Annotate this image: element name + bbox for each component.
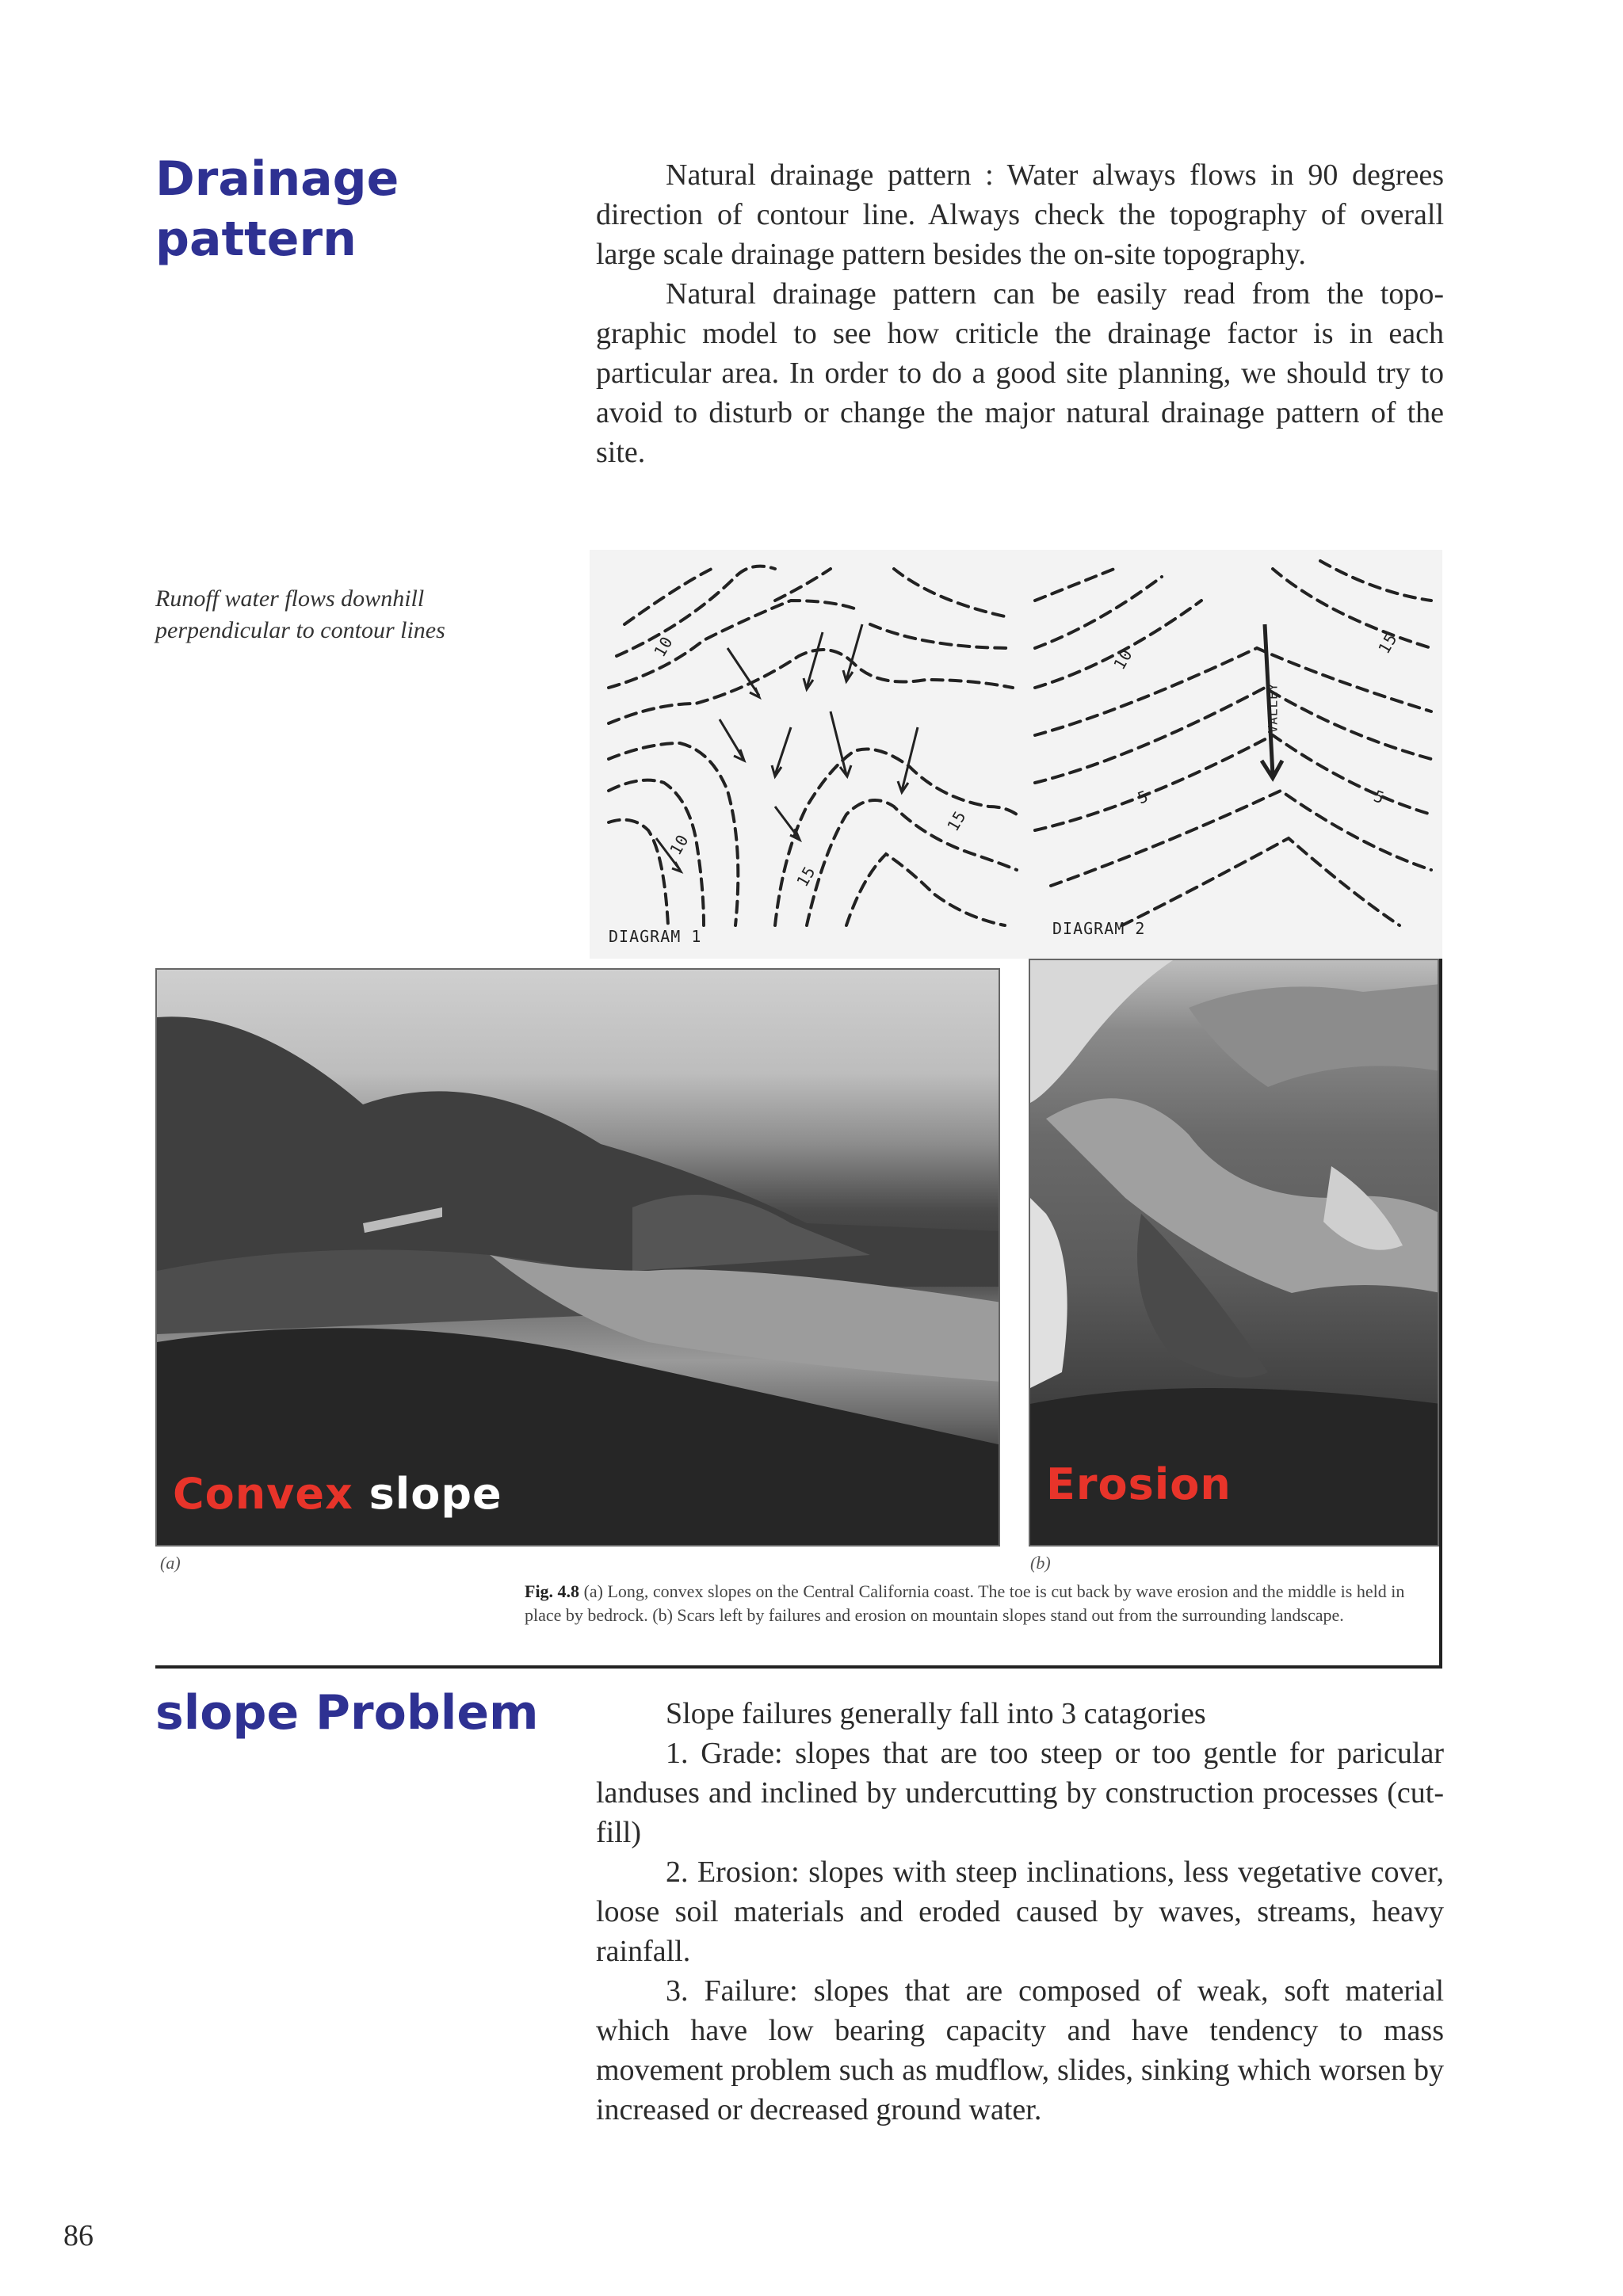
diagram-1-contour-label: 15 <box>792 862 819 891</box>
slope-paragraph-intro: Slope failures generally fall into 3 catagories <box>666 1697 1206 1730</box>
erosion-landscape <box>1030 960 1439 1547</box>
diagram-1-contour-label: 10 <box>666 830 693 859</box>
diagram-1-contour-label: 15 <box>943 807 970 835</box>
photo-b-tag: (b) <box>1030 1553 1051 1573</box>
drainage-paragraph-2: Natural drainage pattern can be easily read from the topo-graphic model to see how criticle the drainage factor is in each particular area. In order to do a good site planning, we should try to avoid to disturb or change the major natural drainage pattern of the site. <box>596 277 1444 469</box>
slope-photos-figure <box>155 959 1442 1669</box>
erosion-label: Erosion <box>1046 1459 1232 1509</box>
diagram-2-drawing <box>1027 553 1439 933</box>
diagram-1-contour-label: 10 <box>650 632 677 661</box>
slope-paragraph-erosion: 2. Erosion: slopes with steep inclinations, less vegetative cover, loose soil materials and eroded caused by waves, streams, heavy rainfall. <box>596 1855 1444 1968</box>
slope-paragraph-failure: 3. Failure: slopes that are composed of weak, soft material which have low bearing capacity and have tendency to mass movement problem such as mudflow, slides, sinking which worsen by increased or decreased ground water. <box>596 1974 1444 2126</box>
convex-slope-landscape <box>157 970 1000 1547</box>
diagram-2-contour-label: 15 <box>1374 629 1401 658</box>
drainage-heading <box>155 149 567 269</box>
page-number: 86 <box>63 2219 94 2252</box>
diagram-2-contour-label: 5 <box>1371 786 1388 808</box>
slope-problem-heading: slope Problem <box>155 1685 539 1741</box>
diagram-2-valley-label: VALLEY <box>1265 682 1281 734</box>
runoff-caption <box>155 583 567 646</box>
diagram-2-contour-label: 10 <box>1109 645 1136 673</box>
convex-label-white: slope <box>369 1469 502 1519</box>
figure-caption <box>525 1580 1436 1627</box>
contour-diagrams-figure <box>590 550 1442 959</box>
slope-paragraph-grade: 1. Grade: slopes that are too steep or too gentle for paricular landuses and inclined by undercutting by construction processes (cut-fill) <box>596 1737 1444 1849</box>
figure-number: Fig. 4.8 <box>525 1581 580 1601</box>
runoff-caption-line1: Runoff water flows downhill <box>155 585 425 612</box>
runoff-caption-line2: perpendicular to contour lines <box>155 617 445 643</box>
convex-slope-photo <box>155 968 1000 1547</box>
slope-problem-body <box>596 1694 1444 2130</box>
convex-label-red: Convex <box>173 1469 353 1519</box>
diagram-2-label: DIAGRAM 2 <box>1052 919 1146 938</box>
diagram-1-label: DIAGRAM 1 <box>609 927 702 946</box>
erosion-photo <box>1029 959 1439 1547</box>
drainage-body <box>596 155 1444 472</box>
diagram-2-contour-label: 5 <box>1135 786 1151 808</box>
figure-caption-text: (a) Long, convex slopes on the Central California coast. The toe is cut back by wave erosion and the middle is held in place by bedrock. (b) Scars left by failures and erosion on mountain slopes stand out from the surrounding landscape. <box>525 1581 1405 1625</box>
drainage-heading-line1: Drainage <box>155 151 399 207</box>
drainage-paragraph-1: Natural drainage pattern : Water always flows in 90 degrees direction of contour line. Always check the topography of overall large scale drainage pattern besides the on-site topography. <box>596 158 1444 271</box>
drainage-heading-line2: pattern <box>155 212 357 267</box>
convex-slope-label <box>173 1469 502 1519</box>
photo-a-tag: (a) <box>160 1553 181 1573</box>
